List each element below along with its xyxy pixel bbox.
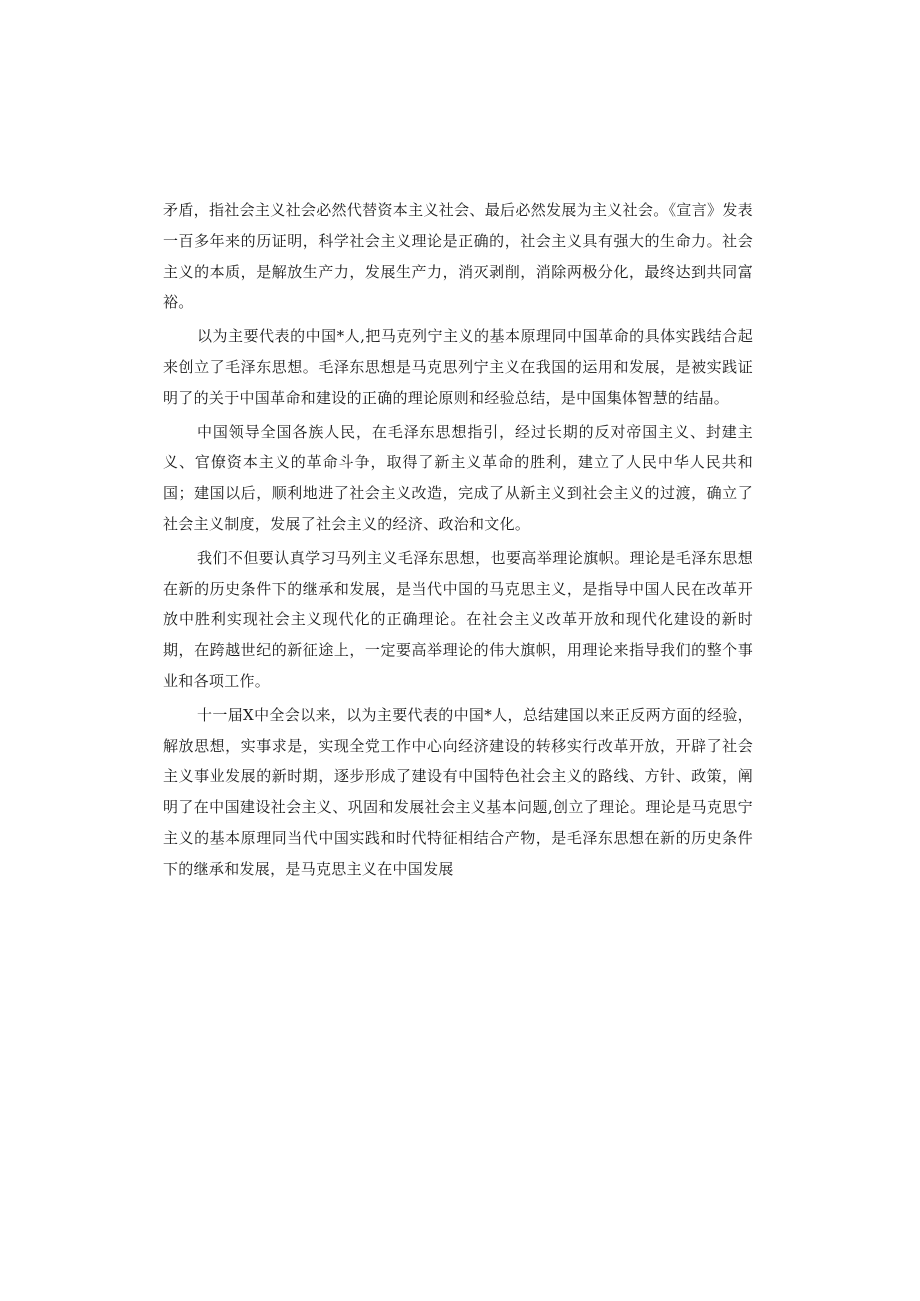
paragraph-2: 以为主要代表的中国*人,把马克列宁主义的基本原理同中国革命的具体实践结合起来创立了毛泽东思想。毛泽东思想是马克思列宁主义在我国的运用和发展，是被实践证明了的关于中国革命和建设的正确的理论原则和经验总结，是中国集体智慧的结晶。 [163, 327, 753, 407]
body-text [163, 195, 753, 888]
paragraph-3: 中国领导全国各族人民，在毛泽东思想指引，经过长期的反对帝国主义、封建主义、官僚资本主义的革命斗争，取得了新主义革命的胜利，建立了人民中华人民共和国；建国以后，顺利地进了社会主义改造，完成了从新主义到社会主义的过渡，确立了社会主义制度，发展了社会主义的经济、政治和文化。 [163, 422, 753, 533]
paragraph-4: 我们不但要认真学习马列主义毛泽东思想，也要高举理论旗帜。理论是毛泽东思想在新的历史条件下的继承和发展，是当代中国的马克思主义，是指导中国人民在改革开放中胜利实现社会主义现代化的正确理论。在社会主义改革开放和现代化建设的新时期，在跨越世纪的新征途上，一定要高举理论的伟大旗帜，用理论来指导我们的整个事业和各项工作。 [163, 548, 753, 690]
paragraph-5: 十一届X中全会以来，以为主要代表的中国*人，总结建国以来正反两方面的经验，解放思想，实事求是，实现全党工作中心向经济建设的转移实行改革开放，开辟了社会主义事业发展的新时期，逐步形成了建设有中国特色社会主义的路线、方针、政策，阐明了在中国建设社会主义、巩固和发展社会主义基本问题,创立了理论。理论是马克思宁主义的基本原理同当代中国实践和时代特征相结合产物，是毛泽东思想在新的历史条件下的继承和发展，是马克思主义在中国发展 [163, 705, 753, 878]
paragraph-1: 矛盾，指社会主义社会必然代替资本主义社会、最后必然发展为主义社会。《宣言》发表一百多年来的历证明，科学社会主义理论是正确的，社会主义具有强大的生命力。社会主义的本质，是解放生产力，发展生产力，消灭剥削，消除两极分化，最终达到共同富裕。 [163, 201, 753, 312]
